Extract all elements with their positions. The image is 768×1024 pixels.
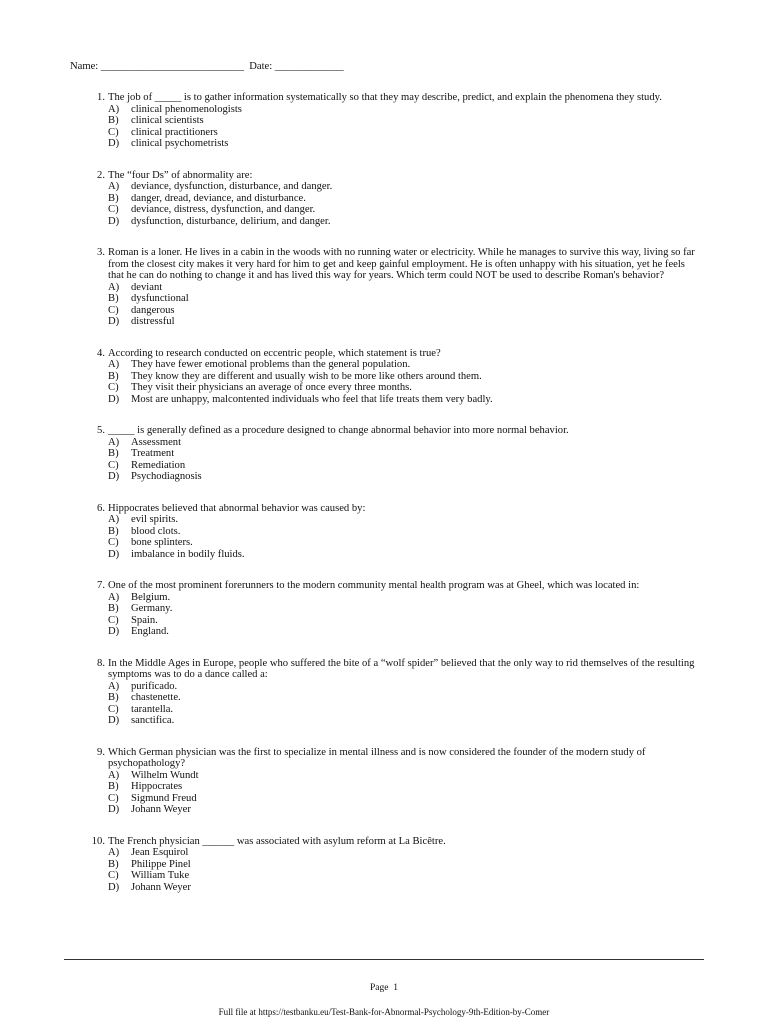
option-text: Belgium.: [131, 591, 171, 603]
answer-option: [108, 293, 701, 305]
option-text: William Tuke: [131, 870, 190, 881]
answer-option: [108, 704, 701, 716]
answer-option: [108, 770, 701, 782]
option-text: sanctifica.: [131, 715, 175, 726]
question-number: 5.: [97, 425, 105, 436]
option-text: chastenette.: [131, 692, 181, 703]
option-text: Johann Weyer: [131, 881, 191, 893]
option-letter: B): [108, 293, 119, 304]
option-text: Wilhelm Wundt: [131, 769, 199, 781]
answer-option: [108, 437, 701, 449]
option-text: They visit their physicians an average of once every three months.: [131, 382, 412, 393]
footer-divider: [64, 959, 704, 960]
question-number: 7.: [97, 580, 105, 591]
question-body: [108, 658, 701, 727]
option-letter: D): [108, 881, 120, 893]
option-text: dysfunctional: [131, 293, 189, 304]
option-letter: A): [108, 514, 120, 525]
answer-option: [108, 692, 701, 704]
question-body: [108, 425, 701, 483]
option-letter: C): [108, 614, 119, 626]
question-list: [89, 92, 701, 913]
option-text: tarantella.: [131, 703, 174, 715]
question-number: 3.: [97, 247, 105, 258]
option-letter: A): [108, 847, 120, 858]
question-item: [89, 658, 701, 727]
question-number: 2.: [97, 169, 105, 181]
option-text: blood clots.: [131, 525, 181, 537]
question-body: [108, 348, 701, 406]
option-letter: B): [108, 115, 119, 126]
option-letter: D): [108, 715, 120, 726]
option-letter: C): [108, 382, 119, 393]
option-letter: C): [108, 459, 119, 471]
date-label: Date:: [249, 61, 273, 72]
answer-option: [108, 316, 701, 328]
option-letter: C): [108, 537, 119, 548]
option-text: distressful: [131, 316, 175, 327]
name-label: Name:: [70, 61, 99, 72]
option-letter: A): [108, 359, 120, 370]
question-number: 9.: [97, 746, 105, 758]
option-text: dysfunction, disturbance, delirium, and danger.: [131, 215, 331, 227]
option-text: dangerous: [131, 304, 175, 316]
option-letter: B): [108, 370, 119, 382]
name-date-header: [70, 61, 344, 73]
question-number: 1.: [97, 92, 105, 103]
option-text: They know they are different and usually wish to be more like others around them.: [131, 370, 482, 382]
name-blank: ___________________________: [100, 61, 244, 72]
option-text: Remediation: [131, 459, 186, 471]
option-text: evil spirits.: [131, 514, 179, 525]
option-text: Most are unhappy, malcontented individuals who feel that life treats them very badly.: [131, 393, 493, 405]
answer-option: [108, 104, 701, 116]
option-letter: D): [108, 626, 120, 637]
answer-option: [108, 514, 701, 526]
option-letter: B): [108, 692, 119, 703]
answer-option: [108, 305, 701, 317]
option-text: Treatment: [131, 448, 175, 459]
answer-option: [108, 592, 701, 604]
question-number: 10.: [91, 835, 105, 847]
option-text: Assessment: [131, 436, 182, 448]
answer-option: [108, 460, 701, 472]
full-file-link[interactable]: Full file at https://testbanku.eu/Test-Bank-for-Abnormal-Psychology-9th-Edition-by-Comer: [218, 1007, 550, 1017]
date-blank: _____________: [274, 61, 344, 72]
answer-option: [108, 549, 701, 561]
answer-option: [108, 847, 701, 859]
answer-option: [108, 382, 701, 394]
option-letter: C): [108, 126, 119, 138]
page-number: [0, 983, 768, 995]
option-letter: A): [108, 591, 120, 603]
question-text: The job of _____ is to gather information systematically so that they may describe, predict, and explain the phenomena they study.: [108, 92, 662, 103]
option-text: deviance, dysfunction, disturbance, and danger.: [131, 181, 333, 192]
option-text: clinical scientists: [131, 115, 204, 126]
option-letter: B): [108, 603, 119, 614]
option-letter: D): [108, 138, 120, 149]
option-text: Philippe Pinel: [131, 858, 191, 870]
answer-option: [108, 216, 701, 228]
option-text: Germany.: [131, 603, 173, 614]
answer-option: [108, 793, 701, 805]
answer-option: [108, 681, 701, 693]
option-letter: A): [108, 103, 120, 115]
question-item: [89, 425, 701, 483]
question-text: One of the most prominent forerunners to the modern community mental health program was at Gheel, which was located in:: [108, 580, 640, 591]
question-item: [89, 348, 701, 406]
option-letter: A): [108, 680, 120, 692]
answer-option: [108, 127, 701, 139]
option-letter: A): [108, 769, 120, 781]
option-letter: A): [108, 436, 120, 448]
question-body: [108, 580, 701, 638]
option-letter: D): [108, 548, 120, 560]
option-letter: C): [108, 304, 119, 316]
question-number: 4.: [97, 347, 105, 359]
answer-option: [108, 138, 701, 150]
answer-option: [108, 537, 701, 549]
answer-option: [108, 859, 701, 871]
answer-option: [108, 882, 701, 894]
option-text: Johann Weyer: [131, 804, 191, 815]
question-body: [108, 170, 701, 228]
question-text: Roman is a loner. He lives in a cabin in the woods with no running water or electricity. While he manages to survive this way, living so far from the closest city makes it very hard for him to get and keep gainful employment. He is often unhappy with his situation, yet he feels that he can do nothing to change it and has lived this way for years. Which term could NOT be used to describe Roman's behavior?: [108, 247, 695, 281]
option-text: deviant: [131, 281, 163, 293]
option-text: purificado.: [131, 680, 178, 692]
option-letter: D): [108, 393, 120, 405]
option-text: Jean Esquirol: [131, 847, 189, 858]
question-text: Which German physician was the first to specialize in mental illness and is now considered the founder of the modern study of psychopathology?: [108, 746, 646, 769]
question-body: [108, 747, 701, 816]
answer-option: [108, 804, 701, 816]
answer-option: [108, 781, 701, 793]
answer-option: [108, 603, 701, 615]
option-text: clinical practitioners: [131, 126, 218, 138]
option-letter: C): [108, 204, 119, 215]
option-letter: D): [108, 471, 120, 482]
option-text: clinical phenomenologists: [131, 103, 242, 115]
answer-option: [108, 448, 701, 460]
option-letter: B): [108, 858, 119, 870]
option-text: Hippocrates: [131, 781, 183, 792]
option-letter: C): [108, 870, 119, 881]
answer-option: [108, 204, 701, 216]
question-text: According to research conducted on eccentric people, which statement is true?: [108, 347, 441, 359]
question-item: [89, 747, 701, 816]
answer-option: [108, 471, 701, 483]
question-item: [89, 836, 701, 894]
option-letter: A): [108, 281, 120, 293]
answer-option: [108, 115, 701, 127]
page-number-value: 1: [393, 983, 398, 993]
option-text: England.: [131, 626, 169, 637]
question-text: Hippocrates believed that abnormal behavior was caused by:: [108, 502, 366, 514]
question-item: [89, 580, 701, 638]
option-text: danger, dread, deviance, and disturbance.: [131, 192, 306, 204]
option-letter: B): [108, 448, 119, 459]
option-text: clinical psychometrists: [131, 138, 229, 149]
question-body: [108, 836, 701, 894]
answer-option: [108, 715, 701, 727]
answer-option: [108, 282, 701, 294]
option-letter: C): [108, 792, 119, 804]
answer-option: [108, 359, 701, 371]
question-item: [89, 92, 701, 150]
question-item: [89, 170, 701, 228]
answer-option: [108, 615, 701, 627]
question-text: The French physician ______ was associated with asylum reform at La Bicêtre.: [108, 835, 446, 847]
option-letter: B): [108, 525, 119, 537]
answer-option: [108, 371, 701, 383]
question-item: [89, 247, 701, 328]
question-number: 6.: [97, 502, 105, 514]
question-text: _____ is generally defined as a procedure designed to change abnormal behavior into more normal behavior.: [108, 425, 569, 436]
option-letter: B): [108, 192, 119, 204]
question-body: [108, 92, 701, 150]
option-letter: B): [108, 781, 119, 792]
question-text: The “four Ds” of abnormality are:: [108, 169, 253, 181]
option-text: imbalance in bodily fluids.: [131, 548, 245, 560]
option-letter: C): [108, 703, 119, 715]
option-letter: D): [108, 804, 120, 815]
option-text: They have fewer emotional problems than the general population.: [131, 359, 411, 370]
question-text: In the Middle Ages in Europe, people who suffered the bite of a “wolf spider” believed that the only way to rid themselves of the resulting symptoms was to do a dance called a:: [108, 657, 695, 680]
answer-option: [108, 181, 701, 193]
option-text: Spain.: [131, 614, 158, 626]
option-text: Sigmund Freud: [131, 792, 197, 804]
option-text: bone splinters.: [131, 537, 193, 548]
answer-option: [108, 394, 701, 406]
page-label: Page: [370, 983, 389, 993]
answer-option: [108, 193, 701, 205]
option-text: deviance, distress, dysfunction, and danger.: [131, 204, 316, 215]
option-letter: D): [108, 316, 120, 327]
question-body: [108, 503, 701, 561]
answer-option: [108, 870, 701, 882]
option-text: Psychodiagnosis: [131, 471, 202, 482]
option-letter: D): [108, 215, 120, 227]
option-letter: A): [108, 181, 120, 192]
answer-option: [108, 526, 701, 538]
answer-option: [108, 626, 701, 638]
question-body: [108, 247, 701, 328]
question-number: 8.: [97, 657, 105, 669]
question-item: [89, 503, 701, 561]
